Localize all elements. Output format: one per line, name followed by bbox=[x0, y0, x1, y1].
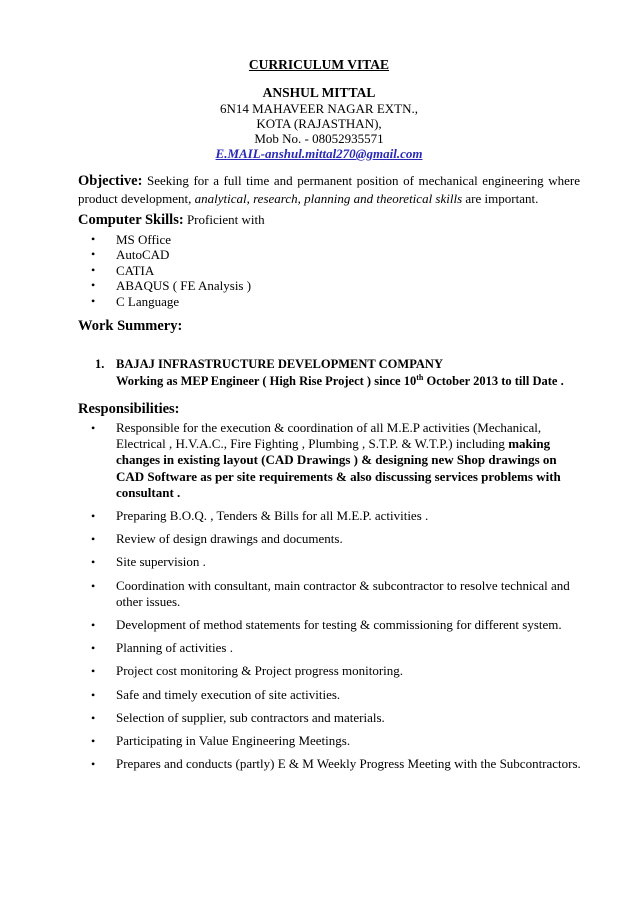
computer-skills-list bbox=[78, 232, 251, 309]
list-item: • Coordination with consultant, main contractor & subcontractor to resolve technical and other issues. bbox=[78, 578, 583, 610]
computer-skills-title: Computer Skills: bbox=[78, 212, 184, 228]
job-role-text: Working as MEP Engineer ( High Rise Project ) since 10 bbox=[116, 374, 417, 388]
objective-heading: Objective: bbox=[78, 173, 143, 189]
address-line-1: 6N14 MAHAVEER NAGAR EXTN., bbox=[219, 101, 418, 116]
job-role bbox=[116, 373, 595, 390]
job-number: 1. bbox=[95, 357, 105, 371]
email-row bbox=[0, 146, 638, 162]
email-link[interactable]: E.MAIL-anshul.mittal270@gmail.com bbox=[215, 146, 423, 161]
list-item: • Site supervision . bbox=[78, 554, 583, 570]
work-summary-heading: Work Summery: bbox=[78, 318, 183, 334]
list-item: • Prepares and conducts (partly) E & M Weekly Progress Meeting with the Subcontractors. bbox=[78, 756, 583, 772]
address-line-2: KOTA (RAJASTHAN), bbox=[256, 116, 382, 131]
mobile-number: Mob No. - 08052935571 bbox=[254, 131, 384, 146]
responsibility-bold-text: making changes in existing layout (CAD Drawings ) & designing new Shop drawings on CAD Software as per site requirements & also discussing services problems with consultant . bbox=[116, 436, 561, 500]
list-item: • MS Office bbox=[78, 232, 251, 247]
job-entry bbox=[95, 356, 595, 390]
responsibility-text: Responsible for the execution & coordination of all M.E.P activities (Mechanical, Electrical , H.V.A.C., Fire Fighting , Plumbing , S.T.P. & W.T.P.) including bbox=[116, 420, 542, 452]
list-item: • Project cost monitoring & Project progress monitoring. bbox=[78, 663, 583, 679]
list-item: • Planning of activities . bbox=[78, 640, 583, 656]
list-item: • Development of method statements for testing & commissioning for different system. bbox=[78, 617, 583, 633]
list-item: • Selection of supplier, sub contractors and materials. bbox=[78, 710, 583, 726]
list-item: • Safe and timely execution of site activities. bbox=[78, 687, 583, 703]
objective-text-1: Seeking for a full time and permanent position of mechanical engineering where product development, bbox=[78, 173, 580, 206]
job-role-sup: th bbox=[416, 372, 424, 382]
list-item: • CATIA bbox=[78, 263, 251, 278]
list-item: • Participating in Value Engineering Meetings. bbox=[78, 733, 583, 749]
objective-text-italic: analytical, research, planning and theoretical skills bbox=[194, 191, 463, 206]
list-item: • AutoCAD bbox=[78, 247, 251, 262]
list-item: • Preparing B.O.Q. , Tenders & Bills for all M.E.P. activities . bbox=[78, 508, 583, 524]
cv-title: CURRICULUM VITAE bbox=[248, 57, 390, 72]
responsibilities-heading: Responsibilities: bbox=[78, 401, 180, 417]
list-item: • ABAQUS ( FE Analysis ) bbox=[78, 278, 251, 293]
candidate-name: ANSHUL MITTAL bbox=[262, 85, 376, 100]
list-item: • C Language bbox=[78, 294, 251, 309]
computer-skills-intro: Proficient with bbox=[183, 212, 265, 227]
job-company: BAJAJ INFRASTRUCTURE DEVELOPMENT COMPANY bbox=[116, 357, 443, 371]
computer-skills-heading bbox=[78, 212, 265, 229]
responsibilities-list bbox=[78, 420, 583, 779]
list-item bbox=[78, 420, 583, 501]
objective-paragraph bbox=[78, 172, 580, 207]
objective-text-2: are important. bbox=[462, 191, 539, 206]
list-item: • Review of design drawings and documents. bbox=[78, 531, 583, 547]
job-role-date: October 2013 to till Date . bbox=[423, 374, 564, 388]
